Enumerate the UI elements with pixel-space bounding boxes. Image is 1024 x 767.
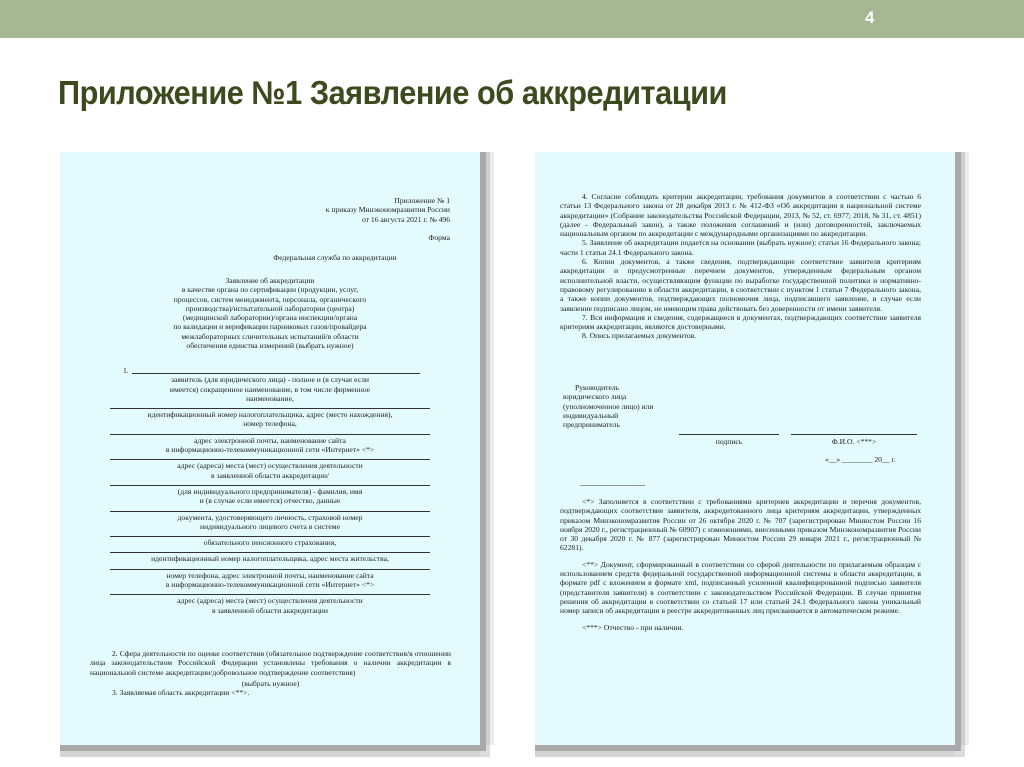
fio-label: Ф.И.О. <***>: [831, 437, 877, 446]
document-page-right: [535, 152, 955, 745]
field-line: [110, 594, 430, 595]
field-line: [110, 408, 430, 409]
header-line: Приложение № 1: [394, 196, 450, 205]
item-1-number: 1.: [123, 366, 129, 375]
field-caption: документа, удостоверяющего личность, страховой номер индивидуального лицевого счета в системе: [177, 512, 363, 531]
statement-line: обеспечения единства измерений (выбрать нужное): [186, 341, 354, 351]
item-5-text: 5. Заявление об аккредитации подается на основании (выбрать нужное): статьи 16 Федерального закона; части 1 статьи 24.1 Федерального закона.: [560, 238, 921, 257]
field-line: [110, 569, 430, 570]
field-line: [110, 536, 430, 537]
statement-line: производства)/испытательной лаборатории (центра): [185, 303, 355, 313]
field-line: [110, 459, 430, 460]
signer-role: Руководитель юридического лица (уполномоченное лицо) или индивидуальный предприниматель: [563, 383, 654, 430]
activity-scope: [90, 649, 451, 697]
statement-title: [120, 276, 420, 350]
item-2-choose: (выбрать нужное): [241, 678, 300, 688]
slide-number: 4: [865, 8, 875, 27]
document-page-left: [60, 152, 480, 745]
field-line: [110, 511, 430, 512]
field-caption: обязательного пенсионного страхования,: [203, 538, 337, 548]
agency-name: Федеральная служба по аккредитации: [273, 253, 397, 262]
fio-line: [791, 434, 917, 435]
statement-line: межлабораторных сличительных испытаний/в области: [181, 331, 359, 341]
field-caption: идентификационный номер налогоплательщика, адрес места жительства,: [151, 554, 389, 564]
date-line: «__» ________ 20__ г.: [825, 455, 896, 464]
declarations: [560, 192, 921, 341]
footnote-separator: --------------------------------: [580, 480, 645, 489]
field-caption: адрес электронной почты, наименование сайта в информационно-телекоммуникационной сети «Интернет» <*>: [165, 435, 375, 455]
item-6-text: 6. Копии документов, а также сведения, подтверждающие соответствие заявителя критериям аккредитации и предусмотренные перечнем документов, утвержденным федеральным органом исполнительной власти, осуществляющим функции по выработке государственной политики и нормативно-правовому регулированию в области аккредитации, в соответствии с пунктом 1 статьи 7 Федерального закона, а также копии документов, подтверждающих полномочия лица, подписавшего заявление, в случае если заявление подписано лицом, не имеющим права действовать без доверенности от имени заявителя.: [560, 257, 921, 313]
field-line: [110, 485, 430, 486]
order-reference: [100, 196, 450, 242]
field-line: [110, 434, 430, 435]
field-line: [132, 373, 420, 374]
statement-line: (медицинской лаборатории)/органа инспекции/органа: [182, 313, 358, 323]
footnote-3: <***> Отчество - при наличии.: [582, 622, 684, 632]
item-8-text: 8. Опись прилагаемых документов.: [582, 331, 697, 341]
form-label: Форма: [428, 232, 450, 242]
statement-line: Заявление об аккредитации: [225, 276, 315, 285]
field-caption: (для индивидуального предпринимателя) - фамилия, имя и (в случае если имеется) отчество, данные: [177, 486, 363, 506]
field-caption: адрес (адреса) места (мест) осуществления деятельности в заявленной области аккредитации: [177, 596, 363, 615]
footnotes: [560, 497, 921, 632]
item-3-text: 3. Заявляемая область аккредитации <**>.: [112, 688, 250, 698]
item-4-text: 4. Согласие соблюдать критерии аккредитации, требования документов в соответствии с частью 6 статьи 13 Федерального закона от 28 декабря 2013 г. № 412-ФЗ «Об аккредитации в национальной системе аккредитации» (Собрание законодательства Российской Федерации, 2013, № 52, ст. 6977; 2018, № 31, ст. 4851) (далее - Федеральный закон), а также положения соглашений и (или) договоренностей, заключаемых национальным органом по аккредитации с международными организациями по аккредитации.: [560, 192, 921, 239]
applicant-fields: [110, 366, 430, 615]
field-caption: номер телефона, адрес электронной почты, наименование сайта в информационно-телекоммуникационной сети «Интернет» <*>: [165, 570, 375, 590]
footnote-2: <**> Документ, сформированный в соответствии со сферой деятельности по прилагаемым образцам с использованием средств федеральной государственной информационной системы в области аккредитации, в формате pdf с вложением в формате xml, подписанный усиленной квалифицированной подписью заявителя (представителя заявителя) в соответствии с законодательством Российской Федерации. В случае принятия решения об аккредитации в соответствии со статьей 17 или статьей 24.1 Федерального закона уникальный номер записи об аккредитации в реестре аккредитованных лиц присваивается в автоматическом режиме.: [560, 559, 921, 616]
field-caption: идентификационный номер налогоплательщика, адрес (место нахождения), номер телефона,: [147, 410, 393, 429]
field-caption: заявитель (для юридического лица) - полное и (в случае если имеется) сокращенное наименование, в том числе фирменное наименование,: [169, 375, 371, 403]
statement-line: по валидации и верификации парниковых газов/провайдера: [173, 322, 367, 332]
statement-line: процессов, систем менеджмента, персонала, органического: [173, 294, 367, 304]
statement-line: в качестве органа по сертификации (продукции, услуг,: [181, 285, 359, 295]
item-2-text: 2. Сфера деятельности по оценке соответствия (обязательное подтверждение соответствия/в отношении лица законодательством Российской Федерации установлены требования о наличии аккредитации в национальной системе аккредитации/добровольное подтверждение соответствия): [90, 649, 451, 677]
header-line: от 16 августа 2021 г. № 496: [362, 214, 450, 224]
field-line: [110, 552, 430, 553]
item-7-text: 7. Вся информация и сведения, содержащиеся в документах, подтверждающих соответствие заявителя критериям аккредитации, являются достоверными.: [560, 312, 921, 332]
slide-title: Приложение №1 Заявление об аккредитации: [58, 74, 727, 111]
header-line: к приказу Минэкономразвития России: [325, 205, 450, 215]
footnote-1: <*> Заполняется в соответствии с требованиями критериев аккредитации и перечня документов, подтверждающих соответствие заявителя, аккредитованного лица критериям аккредитации, утвержденных приказом Минэкономразвития России от 26 октября 2020 г. № 707 (зарегистрирован Минюстом России 16 ноября 2020 г., регистрационный № 60907) с изменениями, внесенными приказом Минэкономразвития России от 30 декабря 2020 г. № 877 (зарегистрирован Минюстом России 29 января 2021 г., регистрационный № 62281).: [560, 497, 921, 553]
signature-line: [679, 434, 779, 435]
signature-label: подпись: [715, 437, 743, 446]
slide-header-bar: [0, 0, 1024, 38]
field-caption: адрес (адреса) места (мест) осуществления деятельности в заявленной области аккредитации/: [177, 461, 363, 480]
